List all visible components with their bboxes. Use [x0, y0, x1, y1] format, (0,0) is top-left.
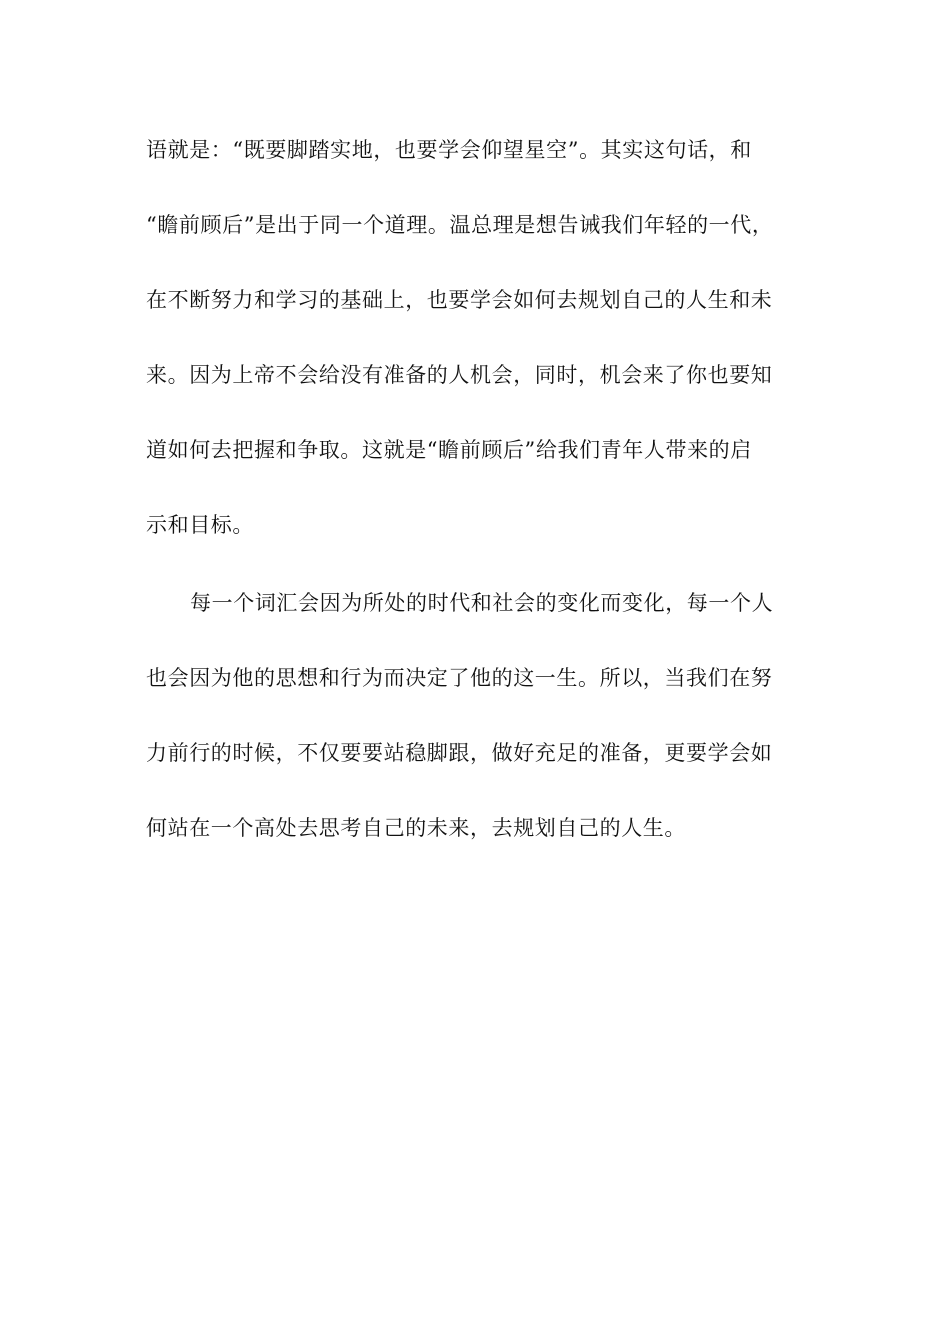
- paragraph-line: 道如何去把握和争取。这就是“瞻前顾后”给我们青年人带来的启: [146, 438, 752, 462]
- paragraph-line: 来。因为上帝不会给没有准备的人机会，同时，机会来了你也要知: [146, 363, 773, 387]
- paragraph-line: 在不断努力和学习的基础上，也要学会如何去规划自己的人生和未: [146, 288, 773, 312]
- paragraph-line: 示和目标。: [146, 513, 254, 537]
- paragraph-line: “瞻前顾后”是出于同一个道理。温总理是想告诫我们年轻的一代，: [146, 213, 774, 237]
- paragraph-line: 力前行的时候，不仅要要站稳脚跟，做好充足的准备，更要学会如: [146, 741, 773, 765]
- paragraph-line: 也会因为他的思想和行为而决定了他的这一生。所以，当我们在努: [146, 666, 773, 690]
- paragraph-line: 何站在一个高处去思考自己的未来，去规划自己的人生。: [146, 816, 686, 840]
- paragraph-line: 每一个词汇会因为所处的时代和社会的变化而变化，每一个人: [190, 591, 774, 615]
- paragraph-line: 语就是：“既要脚踏实地，也要学会仰望星空”。其实这句话，和: [146, 138, 752, 162]
